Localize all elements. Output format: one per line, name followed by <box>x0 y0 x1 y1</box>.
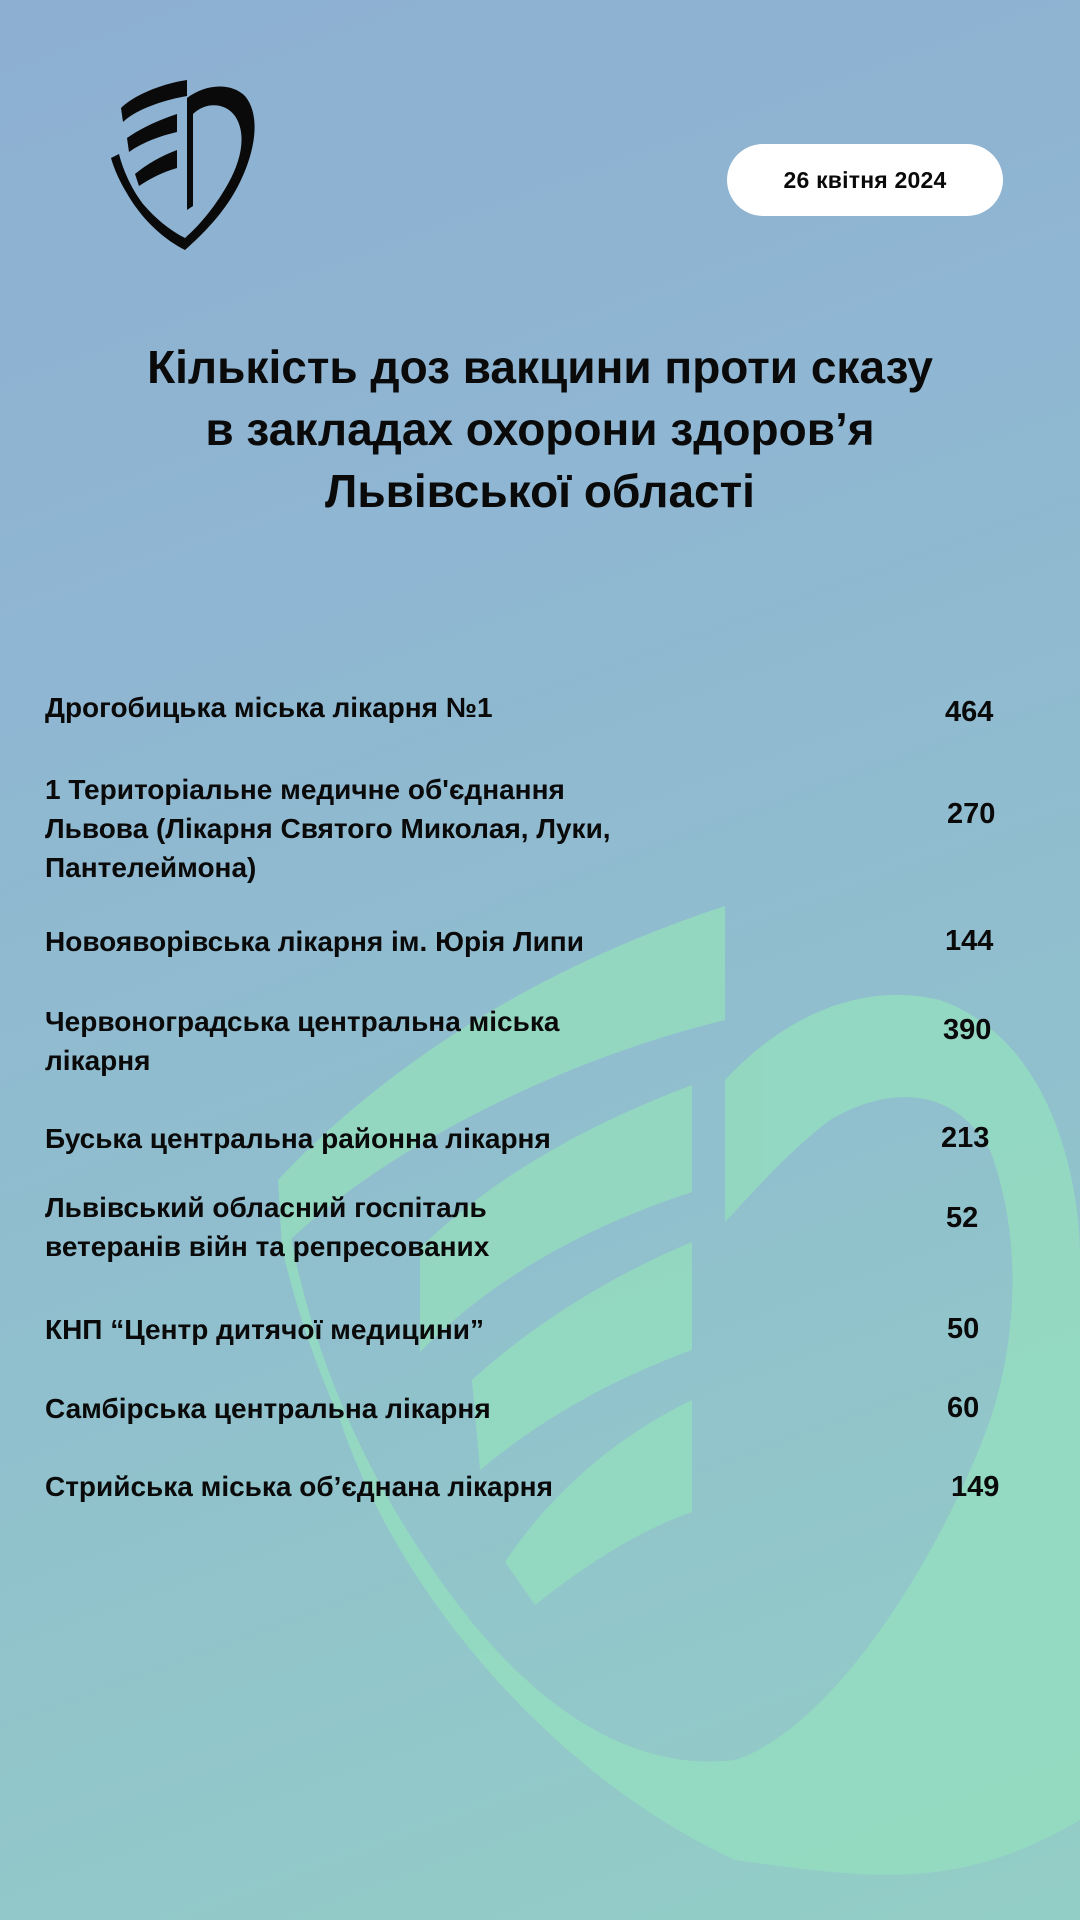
date-text: 26 квітня 2024 <box>783 166 947 193</box>
dose-count: 390 <box>943 1014 992 1046</box>
facility-name: Буська центральна районна лікарня <box>45 1123 551 1154</box>
facility-name: Дрогобицька міська лікарня №1 <box>45 692 493 723</box>
facility-name: 1 Територіальне медичне об'єднання Львова (Лікарня Святого Миколая, Луки, Пантелеймона) <box>45 774 611 883</box>
dose-count: 213 <box>941 1122 990 1154</box>
page-title: Кількість доз вакцини проти сказу в закладах охорони здоров’я Львівської області <box>147 341 933 517</box>
facility-name: Новояворівська лікарня ім. Юрія Липи <box>45 926 584 957</box>
dose-count: 149 <box>951 1471 1000 1503</box>
facility-name: Самбірська центральна лікарня <box>45 1393 491 1424</box>
facility-name: Стрийська міська об’єднана лікарня <box>45 1471 553 1502</box>
dose-count: 52 <box>946 1202 979 1234</box>
dose-count: 60 <box>947 1392 980 1424</box>
dose-count: 270 <box>947 798 996 830</box>
facility-name: КНП “Центр дитячої медицини” <box>45 1314 484 1345</box>
facility-name: Львівський обласний госпіталь ветеранів війн та репресованих <box>45 1192 490 1262</box>
facility-name: Червоноградська центральна міська лікарня <box>45 1006 560 1076</box>
dose-count: 464 <box>945 696 994 728</box>
dose-count: 144 <box>945 925 994 957</box>
dose-count: 50 <box>947 1313 980 1345</box>
